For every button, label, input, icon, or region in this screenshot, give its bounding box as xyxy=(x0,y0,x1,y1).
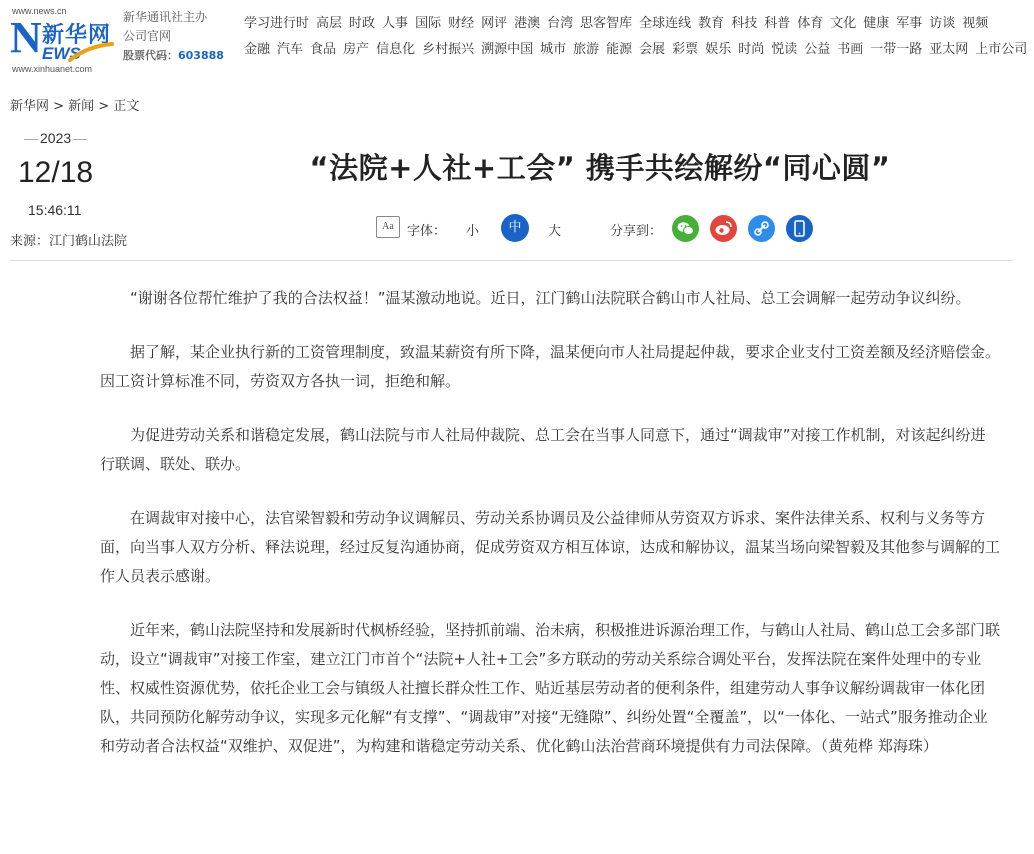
publish-year: 2023 xyxy=(40,130,72,146)
nav-link[interactable]: 金融 xyxy=(244,42,271,57)
nav-link[interactable]: 军事 xyxy=(896,16,923,31)
nav-link[interactable]: 文化 xyxy=(830,16,857,31)
logo-latin-ews: EWS xyxy=(42,44,81,63)
link-icon[interactable] xyxy=(748,215,775,242)
weibo-glyph-icon xyxy=(710,215,737,242)
nav-link[interactable]: 汽车 xyxy=(277,42,304,57)
weibo-icon[interactable] xyxy=(710,215,737,242)
year-dash-left xyxy=(24,139,38,140)
nav-link[interactable]: 书画 xyxy=(837,42,864,57)
nav-link[interactable]: 亚太网 xyxy=(929,42,969,57)
nav-link[interactable]: 溯源中国 xyxy=(481,42,534,57)
nav-link[interactable]: 科普 xyxy=(764,16,791,31)
nav-link[interactable]: 旅游 xyxy=(573,42,600,57)
logo-url-bottom: www.xinhuanet.com xyxy=(12,64,93,74)
wechat-glyph-icon xyxy=(672,215,699,242)
nav-link[interactable]: 房产 xyxy=(343,42,370,57)
channel-nav xyxy=(244,12,1028,62)
nav-link[interactable]: 能源 xyxy=(606,42,633,57)
company-info xyxy=(123,8,224,65)
article-title: “法院+人社+工会” 携手共绘解纷“同心圆” xyxy=(309,151,891,185)
article-paragraph-1: “谢谢各位帮忙维护了我的合法权益！”温某激动地说。近日，江门鹤山法院联合鹤山市人社局、总工会调解一起劳动争议纠纷。 xyxy=(130,289,971,307)
nav-link[interactable]: 科技 xyxy=(731,16,758,31)
year-dash-right xyxy=(73,139,87,140)
xinhuanet-logo[interactable] xyxy=(8,6,116,74)
article-paragraph-3: 为促进劳动关系和谐稳定发展，鹤山法院与市人社局仲裁院、总工会在当事人同意下，通过“调裁审”对接工作机制，对该起纠纷进行联调、联处、联办。 xyxy=(100,426,986,473)
font-size-icon: Aa xyxy=(376,216,400,238)
font-size-small-button[interactable]: 小 xyxy=(466,224,480,239)
publish-month-day: 12/18 xyxy=(18,156,94,189)
publish-year-line xyxy=(22,130,89,146)
nav-link[interactable]: 学习进行时 xyxy=(244,16,310,31)
stock-label: 股票代码： xyxy=(123,49,178,62)
site-header xyxy=(0,0,1028,80)
header-divider xyxy=(10,260,1013,261)
nav-link[interactable]: 港澳 xyxy=(514,16,541,31)
article-paragraph-2: 据了解，某企业执行新的工资管理制度，致温某薪资有所下降，温某便向市人社局提起仲裁，要求企业支付工资差额及经济赔偿金。因工资计算标准不同，劳资双方各执一词，拒绝和解。 xyxy=(100,343,1001,390)
link-glyph-icon xyxy=(748,215,775,242)
nav-link[interactable]: 娱乐 xyxy=(705,42,732,57)
nav-link[interactable]: 食品 xyxy=(310,42,337,57)
logo-cn-name: 新华网 xyxy=(42,23,112,48)
nav-link[interactable]: 公益 xyxy=(804,42,831,57)
company-line-1: 新华通讯社主办 xyxy=(123,10,208,24)
font-size-medium-button[interactable]: 中 xyxy=(501,214,529,242)
wechat-icon[interactable] xyxy=(672,215,699,242)
nav-link[interactable]: 高层 xyxy=(316,16,343,31)
nav-link[interactable]: 城市 xyxy=(540,42,567,57)
nav-link[interactable]: 财经 xyxy=(448,16,475,31)
nav-link[interactable]: 网评 xyxy=(481,16,508,31)
stock-code[interactable]: 603888 xyxy=(178,49,224,62)
company-line-2: 公司官网 xyxy=(123,29,172,43)
article-source: 来源：江门鹤山法院 xyxy=(10,234,128,249)
nav-link[interactable]: 悦读 xyxy=(771,42,798,57)
nav-link[interactable]: 思客智库 xyxy=(580,16,633,31)
nav-link[interactable]: 一带一路 xyxy=(870,42,923,57)
channel-nav-row-1 xyxy=(244,12,1024,36)
mobile-icon[interactable] xyxy=(786,215,813,242)
font-size-label: 字体： xyxy=(407,224,447,239)
channel-nav-row-2 xyxy=(244,38,1028,62)
share-label: 分享到： xyxy=(610,224,663,239)
nav-link[interactable]: 彩票 xyxy=(672,42,699,57)
logo-url-top: www.news.cn xyxy=(12,6,67,16)
breadcrumb[interactable]: 新华网 > 新闻 > 正文 xyxy=(10,99,140,114)
nav-link[interactable]: 人事 xyxy=(382,16,409,31)
article-paragraph-4: 在调裁审对接中心，法官梁智毅和劳动争议调解员、劳动关系协调员及公益律师从劳资双方诉求、案件法律关系、权利与义务等方面，向当事人双方分析、释法说理，经过反复沟通协商，促成劳资双方相互体谅，达成和解协议，温某当场向梁智毅及其他参与调解的工作人员表示感谢。 xyxy=(100,509,1001,585)
nav-link[interactable]: 教育 xyxy=(698,16,725,31)
nav-link[interactable]: 体育 xyxy=(797,16,824,31)
publish-time: 15:46:11 xyxy=(28,202,82,218)
nav-link[interactable]: 健康 xyxy=(863,16,890,31)
nav-link[interactable]: 台湾 xyxy=(547,16,574,31)
nav-link[interactable]: 信息化 xyxy=(376,42,416,57)
article-tools xyxy=(376,214,836,244)
logo-letter-n: N xyxy=(10,13,42,62)
font-size-large-button[interactable]: 大 xyxy=(548,224,562,239)
nav-link[interactable]: 时尚 xyxy=(738,42,765,57)
stock-code-line xyxy=(123,46,224,65)
nav-link[interactable]: 会展 xyxy=(639,42,666,57)
nav-link[interactable]: 时政 xyxy=(349,16,376,31)
article-body xyxy=(100,284,1000,786)
nav-link[interactable]: 访谈 xyxy=(929,16,956,31)
nav-link[interactable]: 视频 xyxy=(962,16,989,31)
mobile-glyph-icon xyxy=(786,215,813,242)
nav-link[interactable]: 国际 xyxy=(415,16,442,31)
nav-link[interactable]: 上市公司 xyxy=(975,42,1028,57)
article-paragraph-5: 近年来，鹤山法院坚持和发展新时代枫桥经验，坚持抓前端、治未病，积极推进诉源治理工作，与鹤山人社局、鹤山总工会多部门联动，设立“调裁审”对接工作室，建立江门市首个“法院+人社+工会”多方联动的劳动关系综合调处平台，发挥法院在案件处理中的专业性、权威性资源优势，依托企业工会与镇级人社擅长群众性工作、贴近基层劳动者的便利条件，组建劳动人事争议解纷调裁审一体化团队，共同预防化解劳动争议，实现多元化解“有支撑”、“调裁审”对接“无缝隙”、纠纷处置“全覆盖”，以“一体化、一站式”服务推动企业和劳动者合法权益“双维护、双促进”，为构建和谐稳定劳动关系、优化鹤山法治营商环境提供有力司法保障。（黄苑桦 郑海珠） xyxy=(100,621,1001,755)
logo-swoosh-icon xyxy=(68,42,114,62)
nav-link[interactable]: 全球连线 xyxy=(639,16,692,31)
nav-link[interactable]: 乡村振兴 xyxy=(422,42,475,57)
